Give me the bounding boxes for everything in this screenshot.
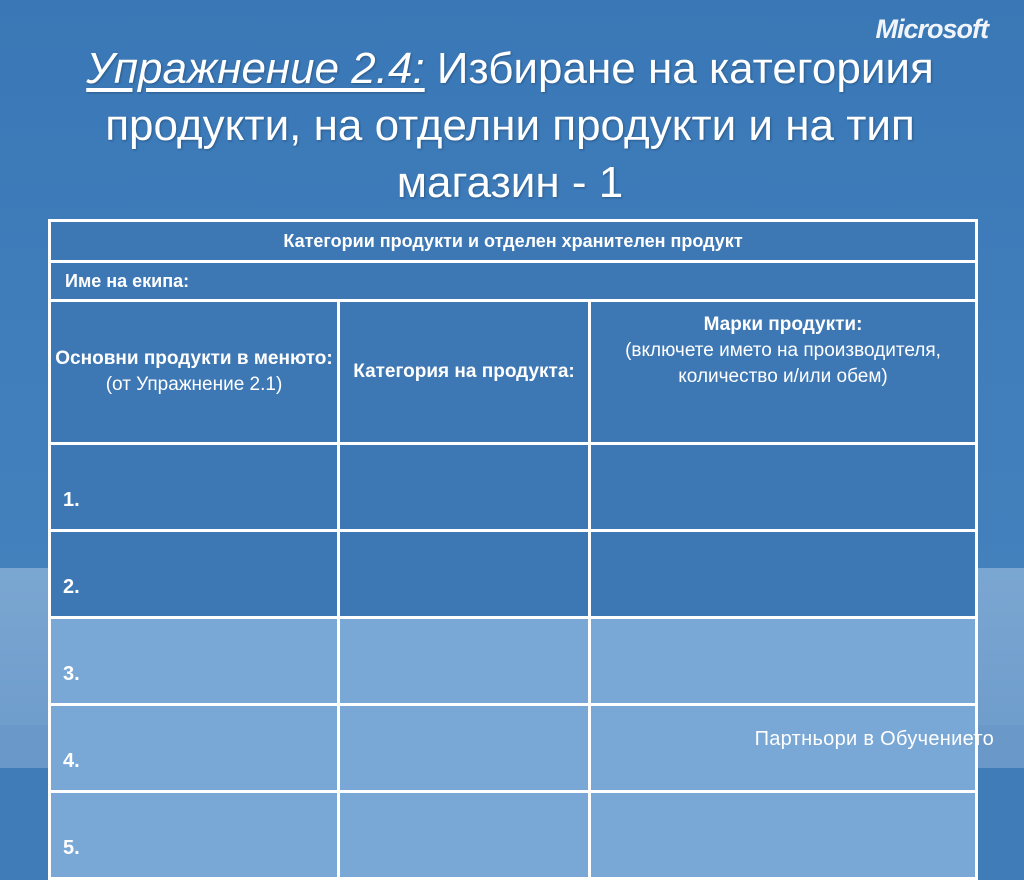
column-header-category [339, 301, 590, 444]
brand-cell[interactable] [590, 792, 977, 879]
row-number: 4. [50, 705, 339, 792]
row-number: 3. [50, 618, 339, 705]
team-name-row [50, 262, 977, 301]
row-number: 1. [50, 444, 339, 531]
team-name-label: Име на екипа: [50, 262, 977, 301]
category-cell[interactable] [339, 792, 590, 879]
column-header-main-products [50, 301, 339, 444]
slide-title [30, 40, 990, 211]
column-header-brands-note: (включете името на производителя, количество и/или обем) [625, 340, 941, 387]
column-headers-row [50, 301, 977, 444]
table-header-row [50, 221, 977, 262]
category-cell[interactable] [339, 531, 590, 618]
brand-cell[interactable] [590, 531, 977, 618]
brand-cell[interactable] [590, 444, 977, 531]
column-header-brands [590, 301, 977, 444]
column-header-main-products-note: (от Упражнение 2.1) [105, 374, 283, 395]
brand-cell[interactable] [590, 618, 977, 705]
category-cell[interactable] [339, 444, 590, 531]
category-cell[interactable] [339, 618, 590, 705]
table-row [50, 444, 977, 531]
column-header-brands-title: Марки продукти: [703, 314, 863, 335]
table-row [50, 792, 977, 879]
column-header-category-title: Категория на продукта: [353, 361, 575, 382]
category-cell[interactable] [339, 705, 590, 792]
title-text: Избиране на категориия продукти, на отделни продукти и на тип магазин - 1 [105, 44, 934, 207]
exercise-table [48, 219, 978, 880]
microsoft-logo: Microsoft [875, 14, 988, 44]
title-prefix: Упражнение 2.4: [86, 44, 425, 93]
column-header-main-products-title: Основни продукти в менюто: [55, 348, 333, 369]
row-number: 2. [50, 531, 339, 618]
footer-caption: Партньори в Обучението [754, 728, 994, 750]
row-number: 5. [50, 792, 339, 879]
table-header: Категории продукти и отделен хранителен продукт [50, 221, 977, 262]
table-row [50, 618, 977, 705]
table-row [50, 531, 977, 618]
